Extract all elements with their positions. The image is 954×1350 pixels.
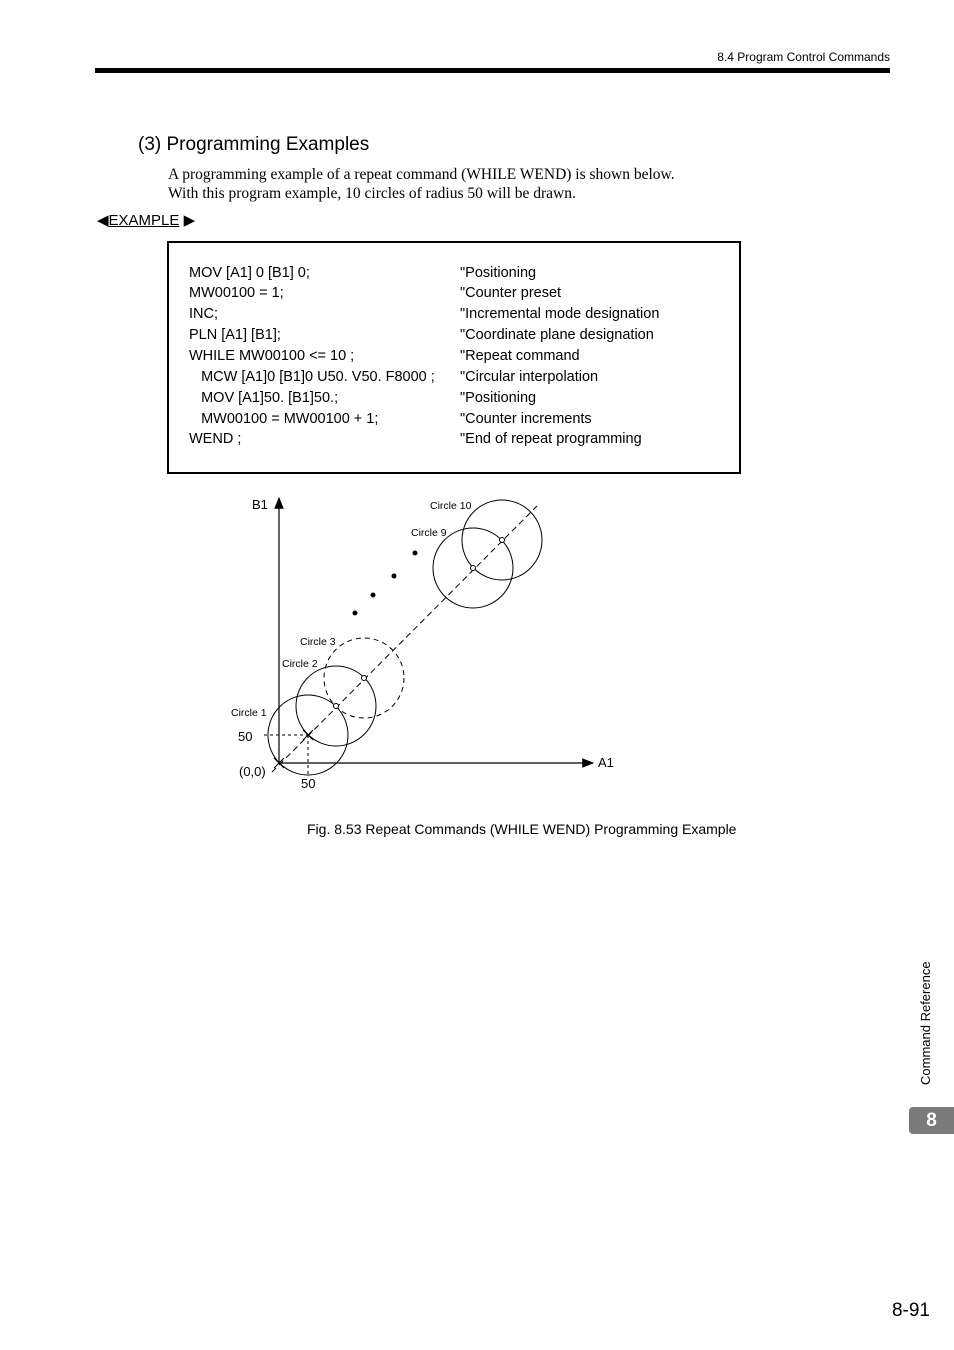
center-marker-10 [500,538,505,543]
center-marker-3 [362,676,367,681]
code-comment: "Positioning [460,265,537,281]
ellipsis-dot [413,551,418,556]
right-triangle-icon: ▶ [183,212,196,229]
code-command: MCW [A1]0 [B1]0 U50. V50. F8000 ; [189,369,435,385]
intro-line: With this program example, 10 circles of radius 50 will be drawn. [168,185,576,202]
center-marker-9 [471,566,476,571]
origin-label: (0,0) [239,764,266,779]
code-comment: "Repeat command [460,348,580,364]
header-section-title: 8.4 Program Control Commands [717,50,890,64]
code-command: WEND ; [189,431,242,447]
code-command: WHILE MW00100 <= 10 ; [189,348,355,364]
x-axis-label: A1 [598,755,614,770]
code-command: PLN [A1] [B1]; [189,327,281,343]
x-tick-label: 50 [301,776,316,791]
circle-2-label: Circle 2 [282,658,318,670]
section-title: (3) Programming Examples [138,134,370,155]
code-comment: "Circular interpolation [460,369,599,385]
circle-10-label: Circle 10 [430,500,472,512]
code-command: MW00100 = MW00100 + 1; [189,411,379,427]
intro-line: A programming example of a repeat command (WHILE WEND) is shown below. [168,166,675,183]
ellipsis-dot [353,611,358,616]
y-axis-label: B1 [252,497,268,512]
code-comment: "Counter preset [460,285,562,301]
page-number: 8-91 [891,1300,930,1321]
code-comment: "End of repeat programming [460,431,642,447]
circle-1-label: Circle 1 [231,707,267,719]
circle-3-label: Circle 3 [300,636,336,648]
example-label: EXAMPLE [108,212,180,229]
ellipsis-dot [371,593,376,598]
circle-9-label: Circle 9 [411,527,447,539]
figure-caption: Fig. 8.53 Repeat Commands (WHILE WEND) Programming Example [307,821,737,837]
code-comment: "Positioning [460,390,537,406]
code-comment: "Counter increments [460,411,592,427]
left-triangle-icon: ◀ [97,212,109,229]
code-command: INC; [189,306,218,322]
chapter-number-tab: 8 [909,1107,954,1134]
code-command: MOV [A1]50. [B1]50.; [189,390,339,406]
center-marker-1 [303,730,313,740]
ellipsis-dot [392,574,397,579]
center-marker-2 [334,704,339,709]
chapter-side-label: Command Reference [918,961,933,1085]
code-comment: "Coordinate plane designation [460,327,654,343]
y-tick-label: 50 [238,729,253,744]
code-command: MW00100 = 1; [189,285,284,301]
code-command: MOV [A1] 0 [B1] 0; [189,265,310,281]
code-comment: "Incremental mode designation [460,306,660,322]
